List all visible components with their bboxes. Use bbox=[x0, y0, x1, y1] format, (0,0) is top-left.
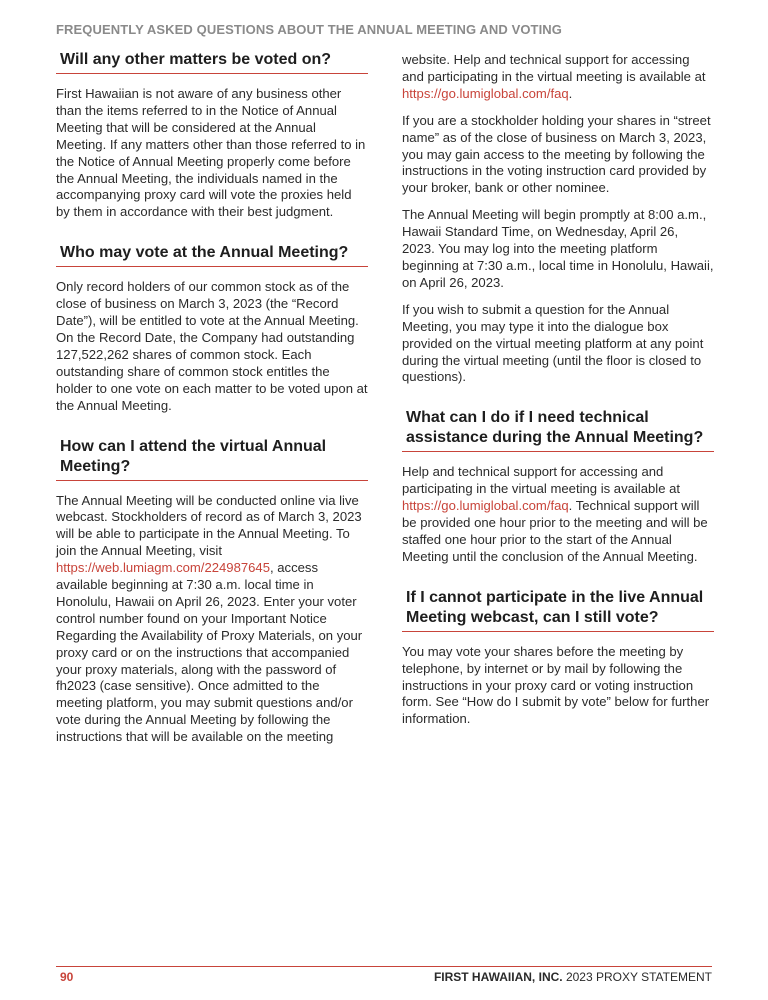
meeting-link[interactable]: https://web.lumiagm.com/224987645 bbox=[56, 560, 270, 576]
answer-text: The Annual Meeting will be conducted online via live webcast. Stockholders of record as of March 3, 2023 will be able to participate in the Annual Meeting. To join the Annual Meeting, visit bbox=[56, 492, 362, 559]
answer-paragraph: Only record holders of our common stock as of the close of business on March 3, 2023 (the “Record Date”), will be entitled to vote at the Annual Meeting. On the Record Date, the Company had outstanding 127,522,262 shares of common stock. Each outstanding share of common stock entitles the holder to one vote on each matter to be voted upon at the Annual Meeting. bbox=[56, 279, 368, 413]
page-number: 90 bbox=[60, 970, 74, 984]
answer-paragraph: If you are a stockholder holding your shares in “street name” as of the close of business on March 3, 2023, you may gain access to the meeting by following the instructions in the voting instruction card provided by your broker, bank or other nominee. bbox=[402, 112, 711, 196]
left-column bbox=[56, 50, 368, 768]
answer-paragraph: If you wish to submit a question for the Annual Meeting, you may type it into the dialogue box provided on the virtual meeting platform at any point during the virtual meeting (until the floor is closed to questions). bbox=[402, 301, 704, 385]
faq-who-may-vote bbox=[56, 243, 368, 414]
footer-divider bbox=[56, 966, 712, 967]
answer-text: . Technical support will be provided one hour prior to the meeting and will be staffed one hour prior to the start of the Annual Meeting until the conclusion of the Annual Meeting. bbox=[402, 498, 708, 564]
faq-cannot-participate bbox=[402, 588, 714, 729]
right-column bbox=[402, 52, 714, 750]
answer-paragraph bbox=[402, 52, 714, 103]
question-heading: If I cannot participate in the live Annual Meeting webcast, can I still vote? bbox=[402, 588, 714, 632]
answer-paragraph bbox=[402, 464, 714, 565]
running-header: FREQUENTLY ASKED QUESTIONS ABOUT THE ANNUAL MEETING AND VOTING bbox=[56, 22, 563, 37]
answer-text: . bbox=[568, 85, 573, 101]
faq-other-matters bbox=[56, 50, 368, 221]
answer-paragraph: First Hawaiian is not aware of any business other than the items referred to in the Notice of Annual Meeting that will be considered at the Annual Meeting. If any matters other than those referred to in the Notice of Annual Meeting properly come before the Annual Meeting, the individuals named in the accompanying proxy card will vote the proxies held by them in accordance with their best judgment. bbox=[56, 86, 366, 220]
answer-paragraph: The Annual Meeting will begin promptly at 8:00 a.m., Hawaii Standard Time, on Wednesday, April 26, 2023. You may log into the meeting platform beginning at 7:30 a.m., local time in Honolulu, Hawaii, on April 26, 2023. bbox=[402, 207, 714, 290]
question-heading: How can I attend the virtual Annual Meeting? bbox=[56, 437, 368, 481]
answer-paragraph: You may vote your shares before the meeting by telephone, by internet or by mail by following the instructions in your proxy card or voting instruction form. See “How do I submit by vote” below for further information. bbox=[402, 643, 710, 727]
support-link[interactable]: https://go.lumiglobal.com/faq bbox=[402, 498, 569, 514]
answer-text: Help and technical support for accessing and participating in the virtual meeting is available at bbox=[402, 464, 681, 497]
answer-paragraph bbox=[56, 493, 368, 747]
question-heading: Will any other matters be voted on? bbox=[56, 50, 368, 74]
question-heading: Who may vote at the Annual Meeting? bbox=[56, 243, 368, 267]
document-title: 2023 PROXY STATEMENT bbox=[562, 970, 712, 984]
answer-text: , access available beginning at 7:30 a.m. local time in Honolulu, Hawaii on April 26, 2023. Enter your voter control number found on your Important Notice Regarding the Availability of Proxy Materials, on your proxy card or on the instructions that accompanied your proxy materials, along with the password of fh2023 (case sensitive). Once admitted to the meeting platform, you may submit questions and/or vote during the Annual Meeting by following the instructions that will be available on the meeting bbox=[56, 560, 363, 745]
faq-attend-virtual bbox=[56, 437, 368, 747]
faq-technical-assistance bbox=[402, 408, 714, 565]
support-link[interactable]: https://go.lumiglobal.com/faq bbox=[402, 85, 569, 101]
company-name: FIRST HAWAIIAN, INC. bbox=[433, 970, 563, 984]
answer-text: website. Help and technical support for accessing and participating in the virtual meeting is available at bbox=[402, 52, 706, 84]
question-heading: What can I do if I need technical assistance during the Annual Meeting? bbox=[402, 408, 714, 452]
footer-title bbox=[434, 970, 712, 984]
